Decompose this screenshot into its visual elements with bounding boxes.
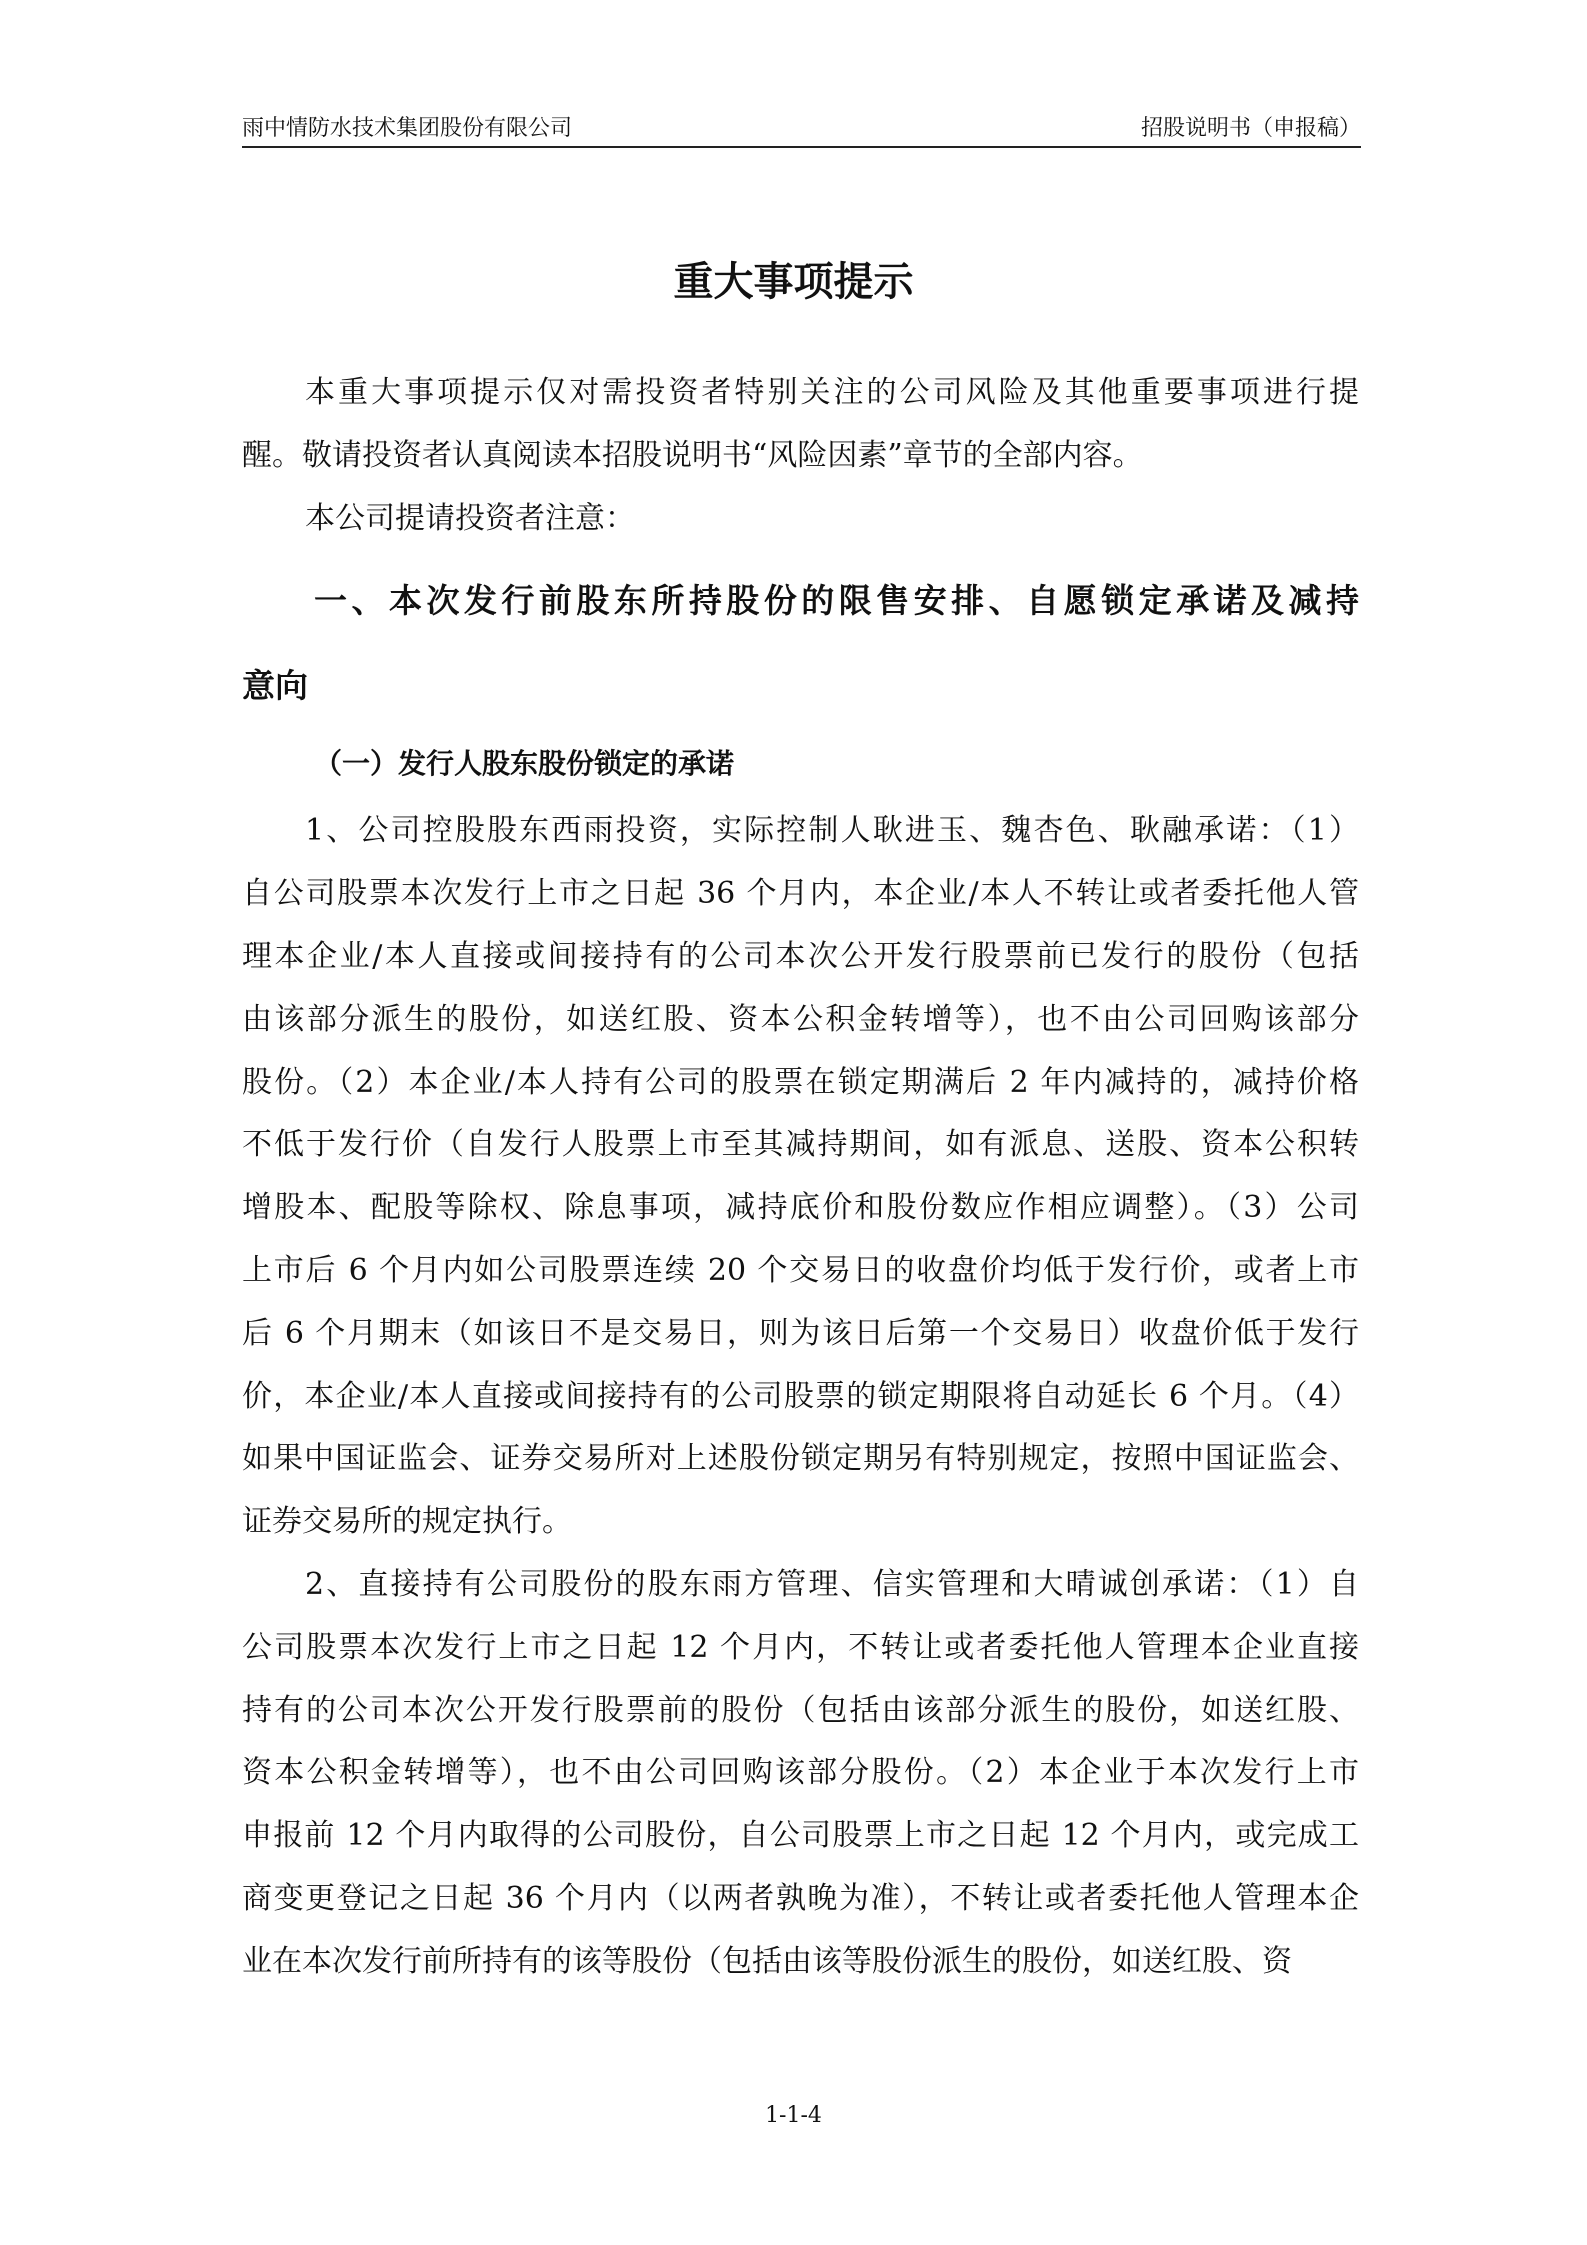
text-line: 由该部分派生的股份，如送红股、资本公积金转增等），也不由公司回购该部分 — [242, 1001, 1359, 1037]
intro-paragraph — [242, 488, 1359, 551]
text-line: 上市后 6 个月内如公司股票连续 20 个交易日的收盘价均低于发行价，或者上市 — [242, 1252, 1359, 1288]
section-heading — [242, 558, 1359, 728]
section-heading-line: 意向 — [242, 666, 308, 706]
text-line: 醒。敬请投资者认真阅读本招股说明书“风险因素”章节的全部内容。 — [242, 437, 1143, 473]
document-body — [242, 362, 1359, 1994]
text-line: 公司股票本次发行上市之日起 12 个月内，不转让或者委托他人管理本企业直接 — [242, 1629, 1359, 1665]
text-line: 业在本次发行前所持有的该等股份（包括由该等股份派生的股份，如送红股、资 — [242, 1943, 1292, 1979]
page-header — [242, 112, 1361, 148]
page-number: 1-1-4 — [765, 2103, 822, 2128]
text-line: 如果中国证监会、证券交易所对上述股份锁定期另有特别规定，按照中国证监会、 — [242, 1441, 1359, 1477]
text-line: 资本公积金转增等），也不由公司回购该部分股份。（2）本企业于本次发行上市 — [242, 1755, 1359, 1791]
text-line: 证券交易所的规定执行。 — [242, 1504, 572, 1540]
text-line: 1、公司控股股东西雨投资，实际控制人耿进玉、魏杏色、耿融承诺：（1） — [305, 813, 1359, 849]
text-line: 申报前 12 个月内取得的公司股份，自公司股票上市之日起 12 个月内，或完成工 — [242, 1818, 1359, 1854]
text-line: 持有的公司本次公开发行股票前的股份（包括由该部分派生的股份，如送红股、 — [242, 1692, 1359, 1728]
text-line: 商变更登记之日起 36 个月内（以两者孰晚为准），不转让或者委托他人管理本企 — [242, 1880, 1359, 1916]
text-line: 价，本企业/本人直接或间接持有的公司股票的锁定期限将自动延长 6 个月。（4） — [242, 1378, 1359, 1414]
text-line: 后 6 个月期末（如该日不是交易日，则为该日后第一个交易日）收盘价低于发行 — [242, 1315, 1359, 1351]
section-heading-line: 一、本次发行前股东所持股份的限售安排、自愿锁定承诺及减持 — [314, 581, 1359, 621]
text-line: 不低于发行价（自发行人股票上市至其减持期间，如有派息、送股、资本公积转 — [242, 1127, 1359, 1163]
text-line: 自公司股票本次发行上市之日起 36 个月内，本企业/本人不转让或者委托他人管 — [242, 876, 1359, 912]
text-line: 本公司提请投资者注意： — [305, 500, 635, 536]
text-line: 本重大事项提示仅对需投资者特别关注的公司风险及其他重要事项进行提 — [305, 375, 1359, 410]
body-paragraph — [242, 1554, 1359, 1994]
subsection-heading: （一）发行人股东股份锁定的承诺 — [314, 747, 735, 781]
body-paragraph — [242, 800, 1359, 1554]
text-line: 2、直接持有公司股份的股东雨方管理、信实管理和大晴诚创承诺：（1）自 — [305, 1566, 1359, 1602]
page-title: 重大事项提示 — [673, 259, 914, 305]
text-line: 增股本、配股等除权、除息事项，减持底价和股份数应作相应调整）。（3）公司 — [242, 1190, 1359, 1226]
intro-paragraph — [242, 362, 1359, 488]
header-doc-type: 招股说明书（申报稿） — [1140, 116, 1361, 141]
text-line: 理本企业/本人直接或间接持有的公司本次公开发行股票前已发行的股份（包括 — [242, 938, 1359, 974]
text-line: 股份。（2）本企业/本人持有公司的股票在锁定期满后 2 年内减持的，减持价格 — [242, 1064, 1359, 1100]
header-company: 雨中情防水技术集团股份有限公司 — [242, 116, 573, 141]
